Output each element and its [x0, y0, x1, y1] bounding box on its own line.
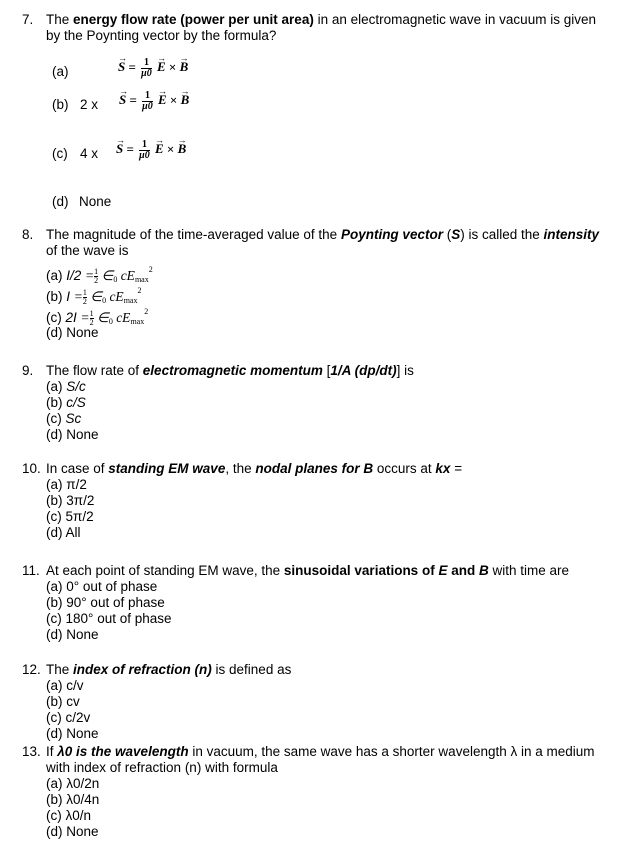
poynting-formula-c: → S = $\frac{1}{\mu 0}$ → E × → B [116, 140, 186, 161]
question-7-options [22, 57, 612, 212]
question-stem: The flow rate of electromagnetic momentum [1/A (dp/dt)] is [46, 363, 414, 378]
options-list [46, 579, 612, 643]
option-d: (d) None [46, 325, 99, 340]
option-c: (c) c/2v [46, 710, 91, 725]
question-number: 11. [22, 563, 40, 578]
option-c-label: (c) [52, 146, 68, 161]
poynting-formula-b: → S = $\frac{1}{\mu 0}$ → E × → B [119, 91, 189, 112]
options-list [46, 776, 612, 840]
option-c: (c) Sc [46, 411, 82, 426]
option-d: (d) None [46, 627, 99, 642]
option-d: (d) All [46, 525, 81, 540]
option-d-label: (d) [52, 194, 69, 209]
option-b-prefix: 2 x [80, 97, 99, 112]
option-b-label: (b) [52, 97, 69, 112]
options-list [46, 678, 612, 742]
question-number: 12. [22, 662, 41, 677]
option-d: (d) None [46, 726, 99, 741]
question-stem: The energy flow rate (power per unit area) in an electromagnetic wave in vacuum is given by the Poynting vector by the formula? [46, 12, 596, 43]
question-number: 9. [22, 363, 34, 378]
question-number: 10. [22, 461, 41, 476]
option-b: (b) cv [46, 694, 80, 709]
question-stem: In case of standing EM wave, the nodal planes for B occurs at kx = [46, 461, 463, 476]
question-9 [22, 363, 612, 443]
option-b: (b) I = $\frac{1}{2}$ ∈0 cEmax$^2$ [46, 286, 142, 307]
question-number: 13. [22, 744, 41, 759]
option-a: (a) π/2 [46, 477, 87, 492]
option-b: (b) λ0/4n [46, 792, 100, 807]
option-a: (a) S/c [46, 379, 86, 394]
option-d: (d) None [46, 427, 99, 442]
option-a: (a) 0° out of phase [46, 579, 158, 594]
question-stem: The index of refraction (n) is defined as [46, 662, 292, 677]
question-number: 8. [22, 227, 34, 242]
question-12 [22, 662, 612, 742]
question-10 [22, 461, 612, 541]
question-stem: At each point of standing EM wave, the sinusoidal variations of E and B with time are [46, 563, 570, 578]
option-d-text: None [79, 194, 112, 209]
question-8 [22, 227, 612, 341]
option-b: (b) c/S [46, 395, 86, 410]
question-11 [22, 563, 612, 643]
option-d: (d) None [46, 824, 99, 839]
option-c-prefix: 4 x [80, 146, 99, 161]
question-stem: The magnitude of the time-averaged value of the Poynting vector (S) is called the intensity of the wave is [46, 227, 600, 258]
option-c: (c) 5π/2 [46, 509, 94, 524]
options-list [46, 477, 612, 541]
question-number: 7. [22, 12, 34, 27]
option-a-label: (a) [52, 64, 69, 79]
option-c: (c) 180° out of phase [46, 611, 172, 626]
option-a: (a) I/2 = $\frac{1}{2}$ ∈0 cEmax$^2$ [46, 265, 153, 286]
question-7 [22, 12, 612, 44]
option-c: (c) 2I = $\frac{1}{2}$ ∈0 cEmax$^2$ [46, 307, 149, 328]
question-13 [22, 744, 612, 840]
question-stem: If λ0 is the wavelength in vacuum, the same wave has a shorter wavelength λ in a medium with index of refraction (n) with formula [46, 744, 595, 775]
options-list [46, 262, 612, 341]
option-c: (c) λ0/n [46, 808, 92, 823]
option-a: (a) λ0/2n [46, 776, 100, 791]
options-list [46, 379, 612, 443]
option-b: (b) 90° out of phase [46, 595, 165, 610]
option-a: (a) c/v [46, 678, 84, 693]
option-b: (b) 3π/2 [46, 493, 95, 508]
poynting-formula-a: → S = $\frac{1}{\mu 0}$ → E × → B [118, 58, 188, 79]
